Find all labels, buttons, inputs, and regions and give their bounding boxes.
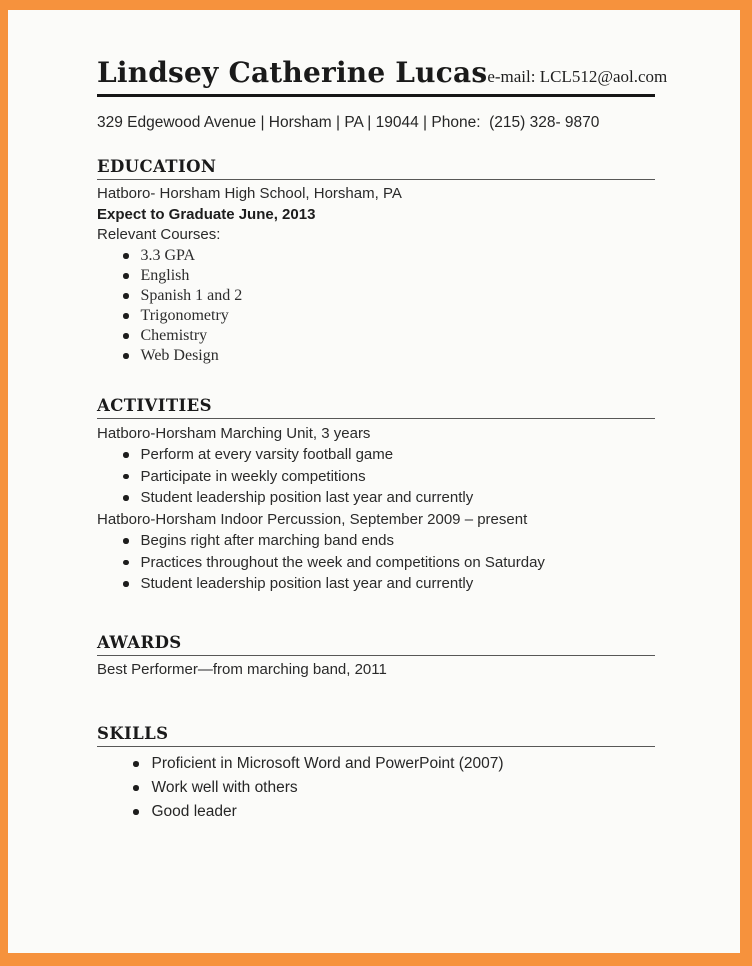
bullet-icon: [123, 293, 129, 299]
bullet-text: Chemistry: [140, 326, 208, 344]
section-awards: [97, 633, 655, 681]
list-item: [123, 266, 655, 286]
bullet-text: Student leadership position last year and currently: [140, 575, 474, 592]
section-skills: [97, 724, 655, 824]
bullet-icon: [133, 785, 139, 791]
list-item: [123, 326, 655, 346]
list-item: [123, 306, 655, 326]
bullet-text: English: [140, 266, 190, 284]
list-item: [133, 776, 655, 800]
education-bullet-list: [97, 246, 655, 366]
bullet-icon: [123, 273, 129, 279]
section-activities: [97, 396, 655, 595]
person-name: Lindsey Catherine Lucas: [97, 56, 488, 89]
bullet-icon: [133, 809, 139, 815]
bullet-icon: [123, 353, 129, 359]
awards-heading: AWARDS: [97, 633, 655, 656]
bullet-text: Good leader: [151, 803, 237, 820]
activities-heading: ACTIVITIES: [97, 396, 655, 419]
activities-group-title: Hatboro-Horsham Marching Unit, 3 years: [97, 424, 371, 442]
skills-heading: SKILLS: [97, 724, 655, 747]
bullet-text: Begins right after marching band ends: [140, 532, 394, 549]
activities-bullet-list: [97, 530, 655, 595]
bullet-icon: [123, 538, 129, 544]
bullet-text: Practices throughout the week and competitions on Saturday: [140, 553, 545, 571]
list-item: [123, 444, 655, 466]
education-heading: EDUCATION: [97, 157, 655, 180]
bullet-text: Trigonometry: [140, 306, 229, 324]
bullet-icon: [123, 474, 129, 480]
bullet-text: Participate in weekly competitions: [140, 467, 366, 485]
bullet-text: Student leadership position last year and currently: [140, 489, 474, 506]
bullet-icon: [123, 333, 129, 339]
list-item: [123, 530, 655, 552]
list-item: [123, 286, 655, 306]
header: [97, 56, 668, 97]
resume-page: [8, 10, 740, 953]
bullet-text: Spanish 1 and 2: [140, 286, 243, 304]
list-item: [123, 573, 655, 595]
contact-line: 329 Edgewood Avenue | Horsham | PA | 19044 | Phone: (215) 328- 9870: [97, 114, 600, 131]
education-graduation: Expect to Graduate June, 2013: [97, 205, 316, 223]
awards-item: Best Performer—from marching band, 2011: [97, 660, 387, 678]
bullet-icon: [123, 495, 129, 501]
activities-bullet-list: [97, 444, 655, 509]
list-item: [133, 752, 655, 776]
bullet-text: Proficient in Microsoft Word and PowerPoint (2007): [151, 755, 504, 772]
email-text: e-mail: LCL512@aol.com: [487, 67, 668, 86]
list-item: [133, 800, 655, 824]
education-school: Hatboro- Horsham High School, Horsham, PA: [97, 185, 402, 202]
bullet-icon: [123, 581, 129, 587]
list-item: [123, 487, 655, 509]
bullet-icon: [123, 560, 129, 566]
activities-group-title: Hatboro-Horsham Indoor Percussion, September 2009 – present: [97, 510, 528, 528]
bullet-icon: [123, 313, 129, 319]
list-item: [123, 246, 655, 266]
bullet-text: Work well with others: [151, 779, 298, 796]
list-item: [123, 346, 655, 366]
bullet-text: Perform at every varsity football game: [140, 446, 394, 463]
bullet-text: Web Design: [140, 346, 219, 364]
section-education: [97, 157, 655, 366]
list-item: [123, 466, 655, 488]
bullet-icon: [133, 761, 139, 767]
bullet-icon: [123, 452, 129, 458]
list-item: [123, 552, 655, 574]
skills-bullet-list: [97, 752, 655, 824]
education-courses-label: Relevant Courses:: [97, 226, 221, 243]
bullet-icon: [123, 253, 129, 259]
bullet-text: 3.3 GPA: [140, 246, 196, 264]
